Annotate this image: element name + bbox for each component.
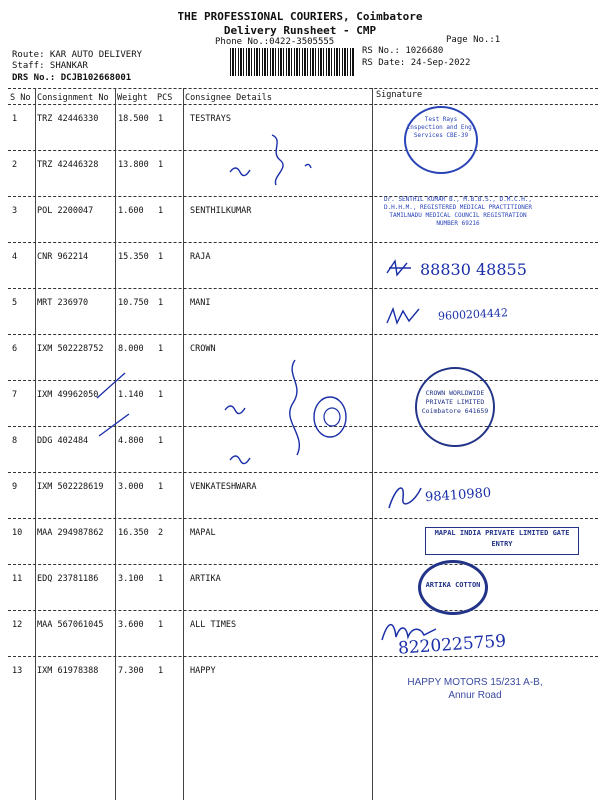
row-consignee: RAJA	[190, 252, 211, 262]
col-header-pcs: PCS	[157, 93, 173, 103]
doctor-stamp: Dr. SENTHIL KUMAR B., M.B.B.S., D.M.C.H., D.H.H.M., REGISTERED MEDICAL PRACTITIONER TAMILNADU MEDICAL COUNCIL REGISTRATION NUMBER 69216	[383, 196, 533, 227]
row-consignment: IXM 49962050	[37, 390, 99, 400]
company-title: THE PROFESSIONAL COURIERS, Coimbatore	[177, 10, 423, 23]
row-separator	[8, 656, 598, 657]
col-divider	[372, 88, 373, 800]
rs-number: RS No.: 1026680	[362, 46, 444, 56]
row-pcs: 1	[158, 666, 164, 676]
phone-signature: 98410980	[424, 485, 492, 506]
row-weight: 7.300	[118, 666, 144, 676]
row-sno: 6	[12, 344, 18, 354]
row-sno: 10	[12, 528, 23, 538]
col-divider	[35, 88, 36, 800]
row-separator	[8, 288, 598, 289]
row-sno: 1	[12, 114, 18, 124]
happy-motors-stamp: HAPPY MOTORS 15/231 A-B, Annur Road	[407, 677, 543, 701]
row-consignee: ARTIKA	[190, 574, 221, 584]
row-sno: 2	[12, 160, 18, 170]
row-separator	[8, 610, 598, 611]
col-header-signature: Signature	[376, 90, 423, 100]
row-pcs: 1	[158, 390, 164, 400]
signature	[385, 478, 425, 512]
col-header-consignment: Consignment No	[37, 93, 109, 103]
col-divider	[115, 88, 116, 800]
col-header-weight: Weight	[117, 93, 148, 103]
col-header-consignee: Consignee Details	[185, 93, 272, 103]
phone-number: Phone No.:0422-3505555	[215, 37, 335, 47]
row-weight: 16.350	[118, 528, 149, 538]
row-pcs: 1	[158, 114, 164, 124]
row-consignment: TRZ 42446328	[37, 160, 99, 170]
phone-signature: 9600204442	[437, 306, 509, 323]
row-pcs: 1	[158, 482, 164, 492]
row-weight: 3.000	[118, 482, 144, 492]
col-divider	[183, 88, 184, 800]
row-weight: 10.750	[118, 298, 149, 308]
row-consignment: MAA 567061045	[37, 620, 104, 630]
table-top-line	[8, 88, 598, 89]
row-weight: 4.800	[118, 436, 144, 446]
row-consignment: TRZ 42446330	[37, 114, 99, 124]
row-consignee: MAPAL	[190, 528, 216, 538]
row-separator	[8, 334, 598, 335]
artika-stamp: ARTIKA COTTON	[418, 560, 488, 615]
row-pcs: 1	[158, 298, 164, 308]
row-separator	[8, 564, 598, 565]
barcode	[230, 48, 355, 76]
row-separator	[8, 518, 598, 519]
row-consignment: MAA 294987862	[37, 528, 104, 538]
row-consignment: MRT 236970	[37, 298, 89, 308]
signature	[385, 258, 415, 278]
row-consignment: CNR 962214	[37, 252, 89, 262]
row-consignee: VENKATESHWARA	[190, 482, 257, 492]
row-sno: 4	[12, 252, 18, 262]
row-weight: 13.800	[118, 160, 149, 170]
row-consignment: IXM 502228752	[37, 344, 104, 354]
row-sno: 12	[12, 620, 23, 630]
row-weight: 1.600	[118, 206, 144, 216]
crown-stamp: CROWN WORLDWIDE PRIVATE LIMITED Coimbatore 641659	[415, 367, 495, 447]
row-pcs: 1	[158, 206, 164, 216]
row-pcs: 2	[158, 528, 164, 538]
header-bottom-line	[8, 104, 598, 105]
row-consignee: TESTRAYS	[190, 114, 231, 124]
row-pcs: 1	[158, 620, 164, 630]
row-consignee: MANI	[190, 298, 211, 308]
mapal-stamp: MAPAL INDIA PRIVATE LIMITED GATE ENTRY	[425, 527, 579, 555]
row-pcs: 1	[158, 252, 164, 262]
row-pcs: 1	[158, 344, 164, 354]
phone-signature: 88830 48855	[420, 260, 527, 279]
page-number: Page No.:1	[446, 35, 501, 45]
col-header-sno: S No	[10, 93, 31, 103]
row-sno: 3	[12, 206, 18, 216]
row-weight: 1.140	[118, 390, 144, 400]
rs-date: RS Date: 24-Sep-2022	[362, 58, 471, 68]
testrays-stamp: Test Rays Inspection and Eng. Services CBE-39	[404, 106, 478, 174]
row-consignee: CROWN	[190, 344, 216, 354]
row-sno: 13	[12, 666, 23, 676]
row-sno: 5	[12, 298, 18, 308]
row-consignment: EDQ 23781186	[37, 574, 99, 584]
row-consignment: IXM 61978388	[37, 666, 99, 676]
runsheet-title: Delivery Runsheet - CMP	[223, 24, 377, 37]
handwritten-mark	[215, 355, 355, 475]
row-pcs: 1	[158, 574, 164, 584]
row-pcs: 1	[158, 160, 164, 170]
staff: Staff: SHANKAR	[12, 61, 88, 71]
row-consignment: POL 2200047	[37, 206, 94, 216]
row-consignment: IXM 502228619	[37, 482, 104, 492]
row-consignment: DDG 402484	[37, 436, 89, 446]
signature	[385, 305, 425, 327]
handwritten-mark	[95, 368, 135, 438]
phone-signature: 8220225759	[397, 631, 507, 659]
row-weight: 3.100	[118, 574, 144, 584]
row-consignee: ALL TIMES	[190, 620, 237, 630]
row-weight: 15.350	[118, 252, 149, 262]
row-weight: 18.500	[118, 114, 149, 124]
drs-number: DRS No.: DCJB102668001	[12, 73, 132, 83]
row-sno: 9	[12, 482, 18, 492]
row-sno: 7	[12, 390, 18, 400]
row-weight: 8.000	[118, 344, 144, 354]
row-consignee: HAPPY	[190, 666, 216, 676]
row-consignee: SENTHILKUMAR	[190, 206, 252, 216]
row-weight: 3.600	[118, 620, 144, 630]
route: Route: KAR AUTO DELIVERY	[12, 50, 143, 60]
row-sno: 11	[12, 574, 23, 584]
handwritten-mark	[210, 130, 320, 190]
row-pcs: 1	[158, 436, 164, 446]
row-sno: 8	[12, 436, 18, 446]
